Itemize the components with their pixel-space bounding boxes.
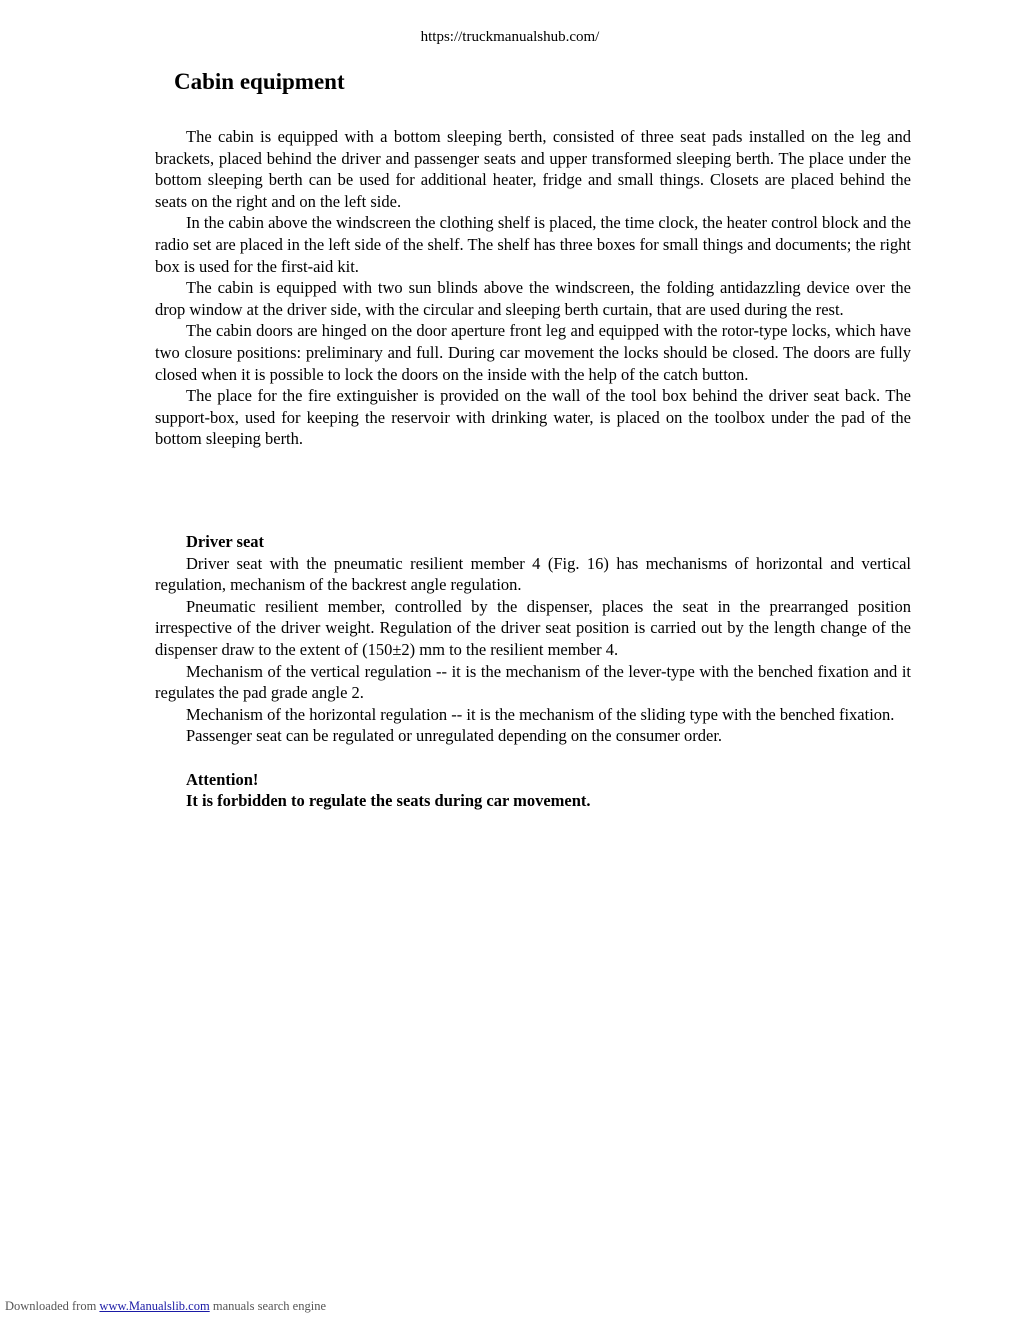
driver-seat-section <box>155 531 911 812</box>
driver-seat-paragraph: Pneumatic resilient member, controlled by the dispenser, places the seat in the prearranged position irrespective of the driver weight. Regulation of the driver seat position is carried out by the length change of the dispenser draw to the extent of (150±2) mm to the resilient member 4. <box>155 596 911 659</box>
driver-seat-heading: Driver seat <box>186 532 265 551</box>
cabin-paragraph: In the cabin above the windscreen the clothing shelf is placed, the time clock, the heater control block and the radio set are placed in the left side of the shelf. The shelf has three boxes for small things and documents; the right box is used for the first-aid kit. <box>155 213 911 276</box>
cabin-paragraph: The cabin is equipped with two sun blinds above the windscreen, the folding antidazzling device over the drop window at the driver side, with the circular and sleeping berth curtain, that are used during the rest. <box>155 278 911 319</box>
attention-text: It is forbidden to regulate the seats during car movement. <box>186 791 591 811</box>
driver-seat-paragraph: Mechanism of the vertical regulation -- it is the mechanism of the lever-type with the benched fixation and it regulates the pad grade angle 2. <box>155 661 911 703</box>
attention-label: Attention! <box>186 769 259 789</box>
driver-seat-paragraph: Mechanism of the horizontal regulation -- it is the mechanism of the sliding type with the benched fixation. <box>186 704 895 724</box>
manualslib-link[interactable]: www.Manualslib.com <box>99 1299 210 1313</box>
footer-suffix: manuals search engine <box>209 1299 326 1313</box>
footer-prefix: Downloaded from <box>5 1299 100 1313</box>
cabin-paragraph: The cabin is equipped with a bottom sleeping berth, consisted of three seat pads installed on the leg and brackets, placed behind the driver and passenger seats and upper transformed sleeping berth. The place under the bottom sleeping berth can be used for additional heater, fridge and small things. Closets are placed behind the seats on the right and on the left side. <box>155 127 911 211</box>
driver-seat-paragraph: Passenger seat can be regulated or unregulated depending on the consumer order. <box>186 726 723 746</box>
cabin-equipment-section <box>155 126 911 450</box>
page-title: Cabin equipment <box>174 69 345 94</box>
header-url: https://truckmanualshub.com/ <box>420 29 600 45</box>
driver-seat-paragraph: Driver seat with the pneumatic resilient member 4 (Fig. 16) has mechanisms of horizontal and vertical regulation, mechanism of the backrest angle regulation. <box>155 553 911 595</box>
download-footer <box>5 1299 326 1314</box>
cabin-paragraph: The cabin doors are hinged on the door aperture front leg and equipped with the rotor-type locks, which have two closure positions: preliminary and full. During car movement the locks should be closed. The doors are fully closed when it is possible to lock the doors on the inside with the help of the catch button. <box>155 321 911 384</box>
attention-notice <box>155 769 911 812</box>
cabin-paragraph: The place for the fire extinguisher is provided on the wall of the tool box behind the driver seat back. The support-box, used for keeping the reservoir with drinking water, is placed on the toolbox under the pad of the bottom sleeping berth. <box>155 386 911 449</box>
